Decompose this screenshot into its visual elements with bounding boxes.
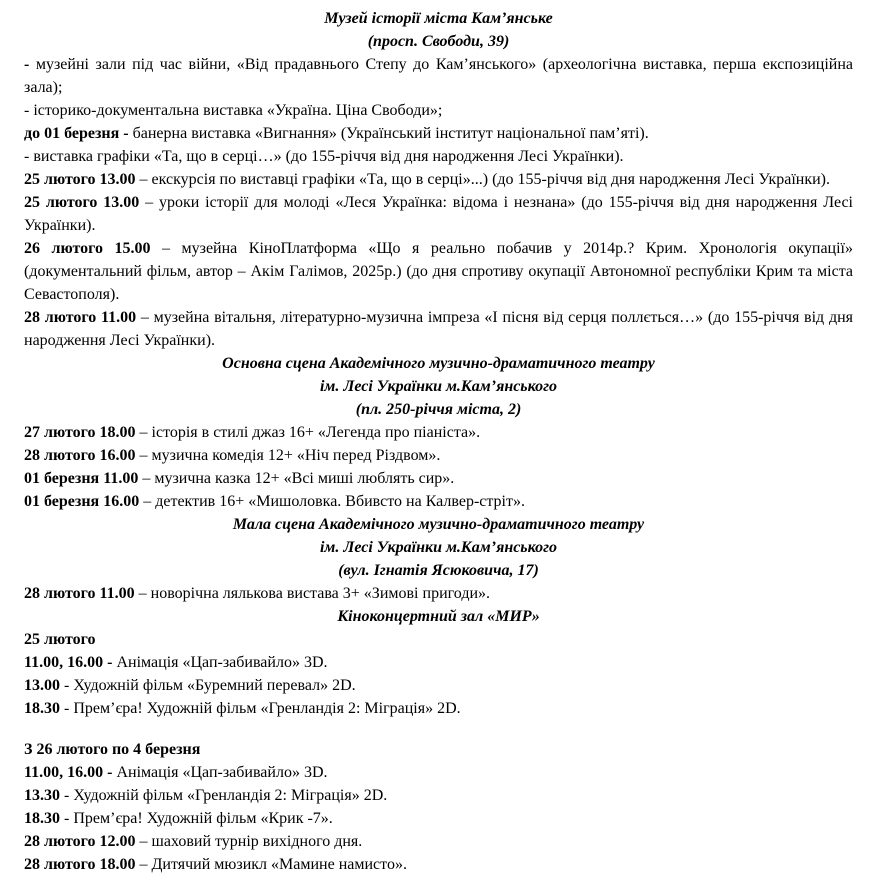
cinema-children-musical-segment: – Дитячий мюзикл «Мамине намисто». <box>135 856 407 873</box>
museum-event-impreza <box>24 306 853 352</box>
main-stage-event-detective-segment: 01 березня 16.00 <box>24 493 140 510</box>
cinema-chess-tournament-segment: – шаховий турнір вихідного дня. <box>135 833 363 850</box>
cinema-feb25-film1 <box>24 674 853 697</box>
museum-event-kinoplatforma <box>24 237 853 306</box>
museum-event-impreza-segment: – музейна вітальня, літературно-музична імпреза «І пісня від серця поллється…» (до 155-річчя від дня народження Лесі Українки). <box>24 309 854 349</box>
museum-event-impreza-segment: 28 лютого 11.00 <box>24 309 137 326</box>
museum-event-excursion <box>24 168 853 191</box>
main-stage-event-comedy-segment: – музична комедія 12+ «Ніч перед Різдвом». <box>135 447 441 464</box>
main-stage-event-comedy <box>24 444 853 467</box>
main-stage-address: (пл. 250-річчя міста, 2) <box>355 401 522 418</box>
cinema-date-range <box>24 738 853 761</box>
main-stage-heading: Основна сцена Академічного музично-драматичного театру <box>222 355 655 372</box>
small-stage-heading: Мала сцена Академічного музично-драматичного театру <box>232 516 645 533</box>
museum-item-halls-segment: музейні зали під час війни, «Від прадавнього Степу до Кам’янського» (археологічна виставка, перша експозиційна зала); <box>24 56 854 96</box>
small-stage-address: (вул. Ігнатія Ясюковича, 17) <box>338 562 539 579</box>
cinema-feb25-film1-segment: - Художній фільм «Буремний перевал» 2D. <box>60 677 356 694</box>
main-stage-event-tale <box>24 467 853 490</box>
main-stage-event-jazz-segment: 27 лютого 18.00 <box>24 424 136 441</box>
museum-item-banner-exhibit <box>24 122 853 145</box>
cinema-chess-tournament-segment: 28 лютого 12.00 <box>24 833 136 850</box>
museum-item-banner-exhibit-segment: до 01 березня - <box>24 125 133 142</box>
cinema-range-film1-segment: - Художній фільм «Гренландія 2: Міграція» 2D. <box>60 787 388 804</box>
cinema-range-animation-segment: Анімація «Цап-забивайло» 3D. <box>116 764 328 781</box>
cinema-range-film2-segment: - Прем’єра! Художній фільм «Крик -7». <box>60 810 333 827</box>
main-stage-event-tale-segment: – музична казка 12+ «Всі миші люблять сир». <box>138 470 455 487</box>
museum-event-kinoplatforma-segment: 26 лютого 15.00 <box>24 240 151 257</box>
small-stage-event-puppet <box>24 582 853 605</box>
main-stage-event-jazz-segment: – історія в стилі джаз 16+ «Легенда про піаніста». <box>135 424 481 441</box>
main-stage-event-detective-segment: – детектив 16+ «Мишоловка. Вбивсто на Калвер-стріт». <box>139 493 525 510</box>
museum-heading: Музей історії міста Кам’янське <box>324 10 553 27</box>
cinema-feb25-film2 <box>24 697 853 720</box>
museum-item-banner-exhibit-segment: банерна виставка «Вигнання» (Український інститут національної пам’яті). <box>132 125 649 142</box>
small-stage-event-puppet-segment: – новорічна лялькова вистава 3+ «Зимові пригоди». <box>134 585 491 602</box>
cinema-date-feb25 <box>24 628 853 651</box>
museum-item-graphics-exhibit <box>24 145 853 168</box>
main-stage-event-comedy-segment: 28 лютого 16.00 <box>24 447 136 464</box>
cinema-chess-tournament <box>24 830 853 853</box>
cinema-range-animation-segment: 11.00, 16.00 - <box>24 764 117 781</box>
cinema-children-musical-segment: 28 лютого 18.00 <box>24 856 136 873</box>
cinema-range-film1-segment: 13.30 <box>24 787 60 804</box>
museum-event-history-lessons <box>24 191 853 237</box>
main-stage-event-tale-segment: 01 березня 11.00 <box>24 470 139 487</box>
main-stage-heading-line2: ім. Лесі Українки м.Кам’янського <box>319 378 558 395</box>
cinema-feb25-film2-segment: - Прем’єра! Художній фільм «Гренландія 2: Міграція» 2D. <box>60 700 461 717</box>
cinema-feb25-film1-segment: 13.00 <box>24 677 60 694</box>
museum-item-ukraine-exhibit <box>24 99 853 122</box>
cinema-date-range-segment: З 26 лютого по 4 березня <box>24 741 201 758</box>
cinema-range-film2 <box>24 807 853 830</box>
cinema-feb25-film2-segment: 18.30 <box>24 700 60 717</box>
museum-address: (просп. Свободи, 39) <box>367 33 510 50</box>
cinema-feb25-animation-segment: 11.00, 16.00 - <box>24 654 117 671</box>
museum-item-ukraine-exhibit-segment: - історико-документальна виставка «Україна. Ціна Свободи»; <box>24 102 443 119</box>
main-stage-event-jazz <box>24 421 853 444</box>
spacer <box>24 720 853 738</box>
cinema-children-musical <box>24 853 853 876</box>
cinema-range-film1 <box>24 784 853 807</box>
cinema-heading: Кіноконцертний зал «МИР» <box>337 608 540 625</box>
museum-item-halls <box>24 53 853 99</box>
cinema-feb25-animation-segment: Анімація «Цап-забивайло» 3D. <box>116 654 328 671</box>
museum-event-history-lessons-segment: 25 лютого 13.00 <box>24 194 140 211</box>
museum-event-kinoplatforma-segment: – музейна КіноПлатформа «Що я реально побачив у 2014р.? Крим. Хронологія окупації» (документальний фільм, автор – Акім Галімов, 2025р.) (до дня спротиву окупації Автономної республіки Крим та міста Севастополя). <box>24 240 853 303</box>
cinema-feb25-animation <box>24 651 853 674</box>
cinema-range-animation <box>24 761 853 784</box>
main-stage-event-detective <box>24 490 853 513</box>
museum-event-excursion-segment: – екскурсія по виставці графіки «Та, що в серці»...) (до 155-річчя від дня народження Лесі Українки). <box>135 171 831 188</box>
museum-event-excursion-segment: 25 лютого 13.00 <box>24 171 136 188</box>
museum-event-history-lessons-segment: – уроки історії для молоді «Леся Українка: відома і незнана» (до 155-річчя від дня народження Лесі Українки). <box>24 194 853 234</box>
museum-item-halls-segment: - <box>24 56 36 73</box>
museum-item-graphics-exhibit-segment: - виставка графіки «Та, що в серці…» (до 155-річчя від дня народження Лесі Українки). <box>24 148 624 165</box>
cinema-range-film2-segment: 18.30 <box>24 810 60 827</box>
cinema-date-feb25-segment: 25 лютого <box>24 631 96 648</box>
small-stage-heading-line2: ім. Лесі Українки м.Кам’янського <box>319 539 558 556</box>
small-stage-event-puppet-segment: 28 лютого 11.00 <box>24 585 135 602</box>
